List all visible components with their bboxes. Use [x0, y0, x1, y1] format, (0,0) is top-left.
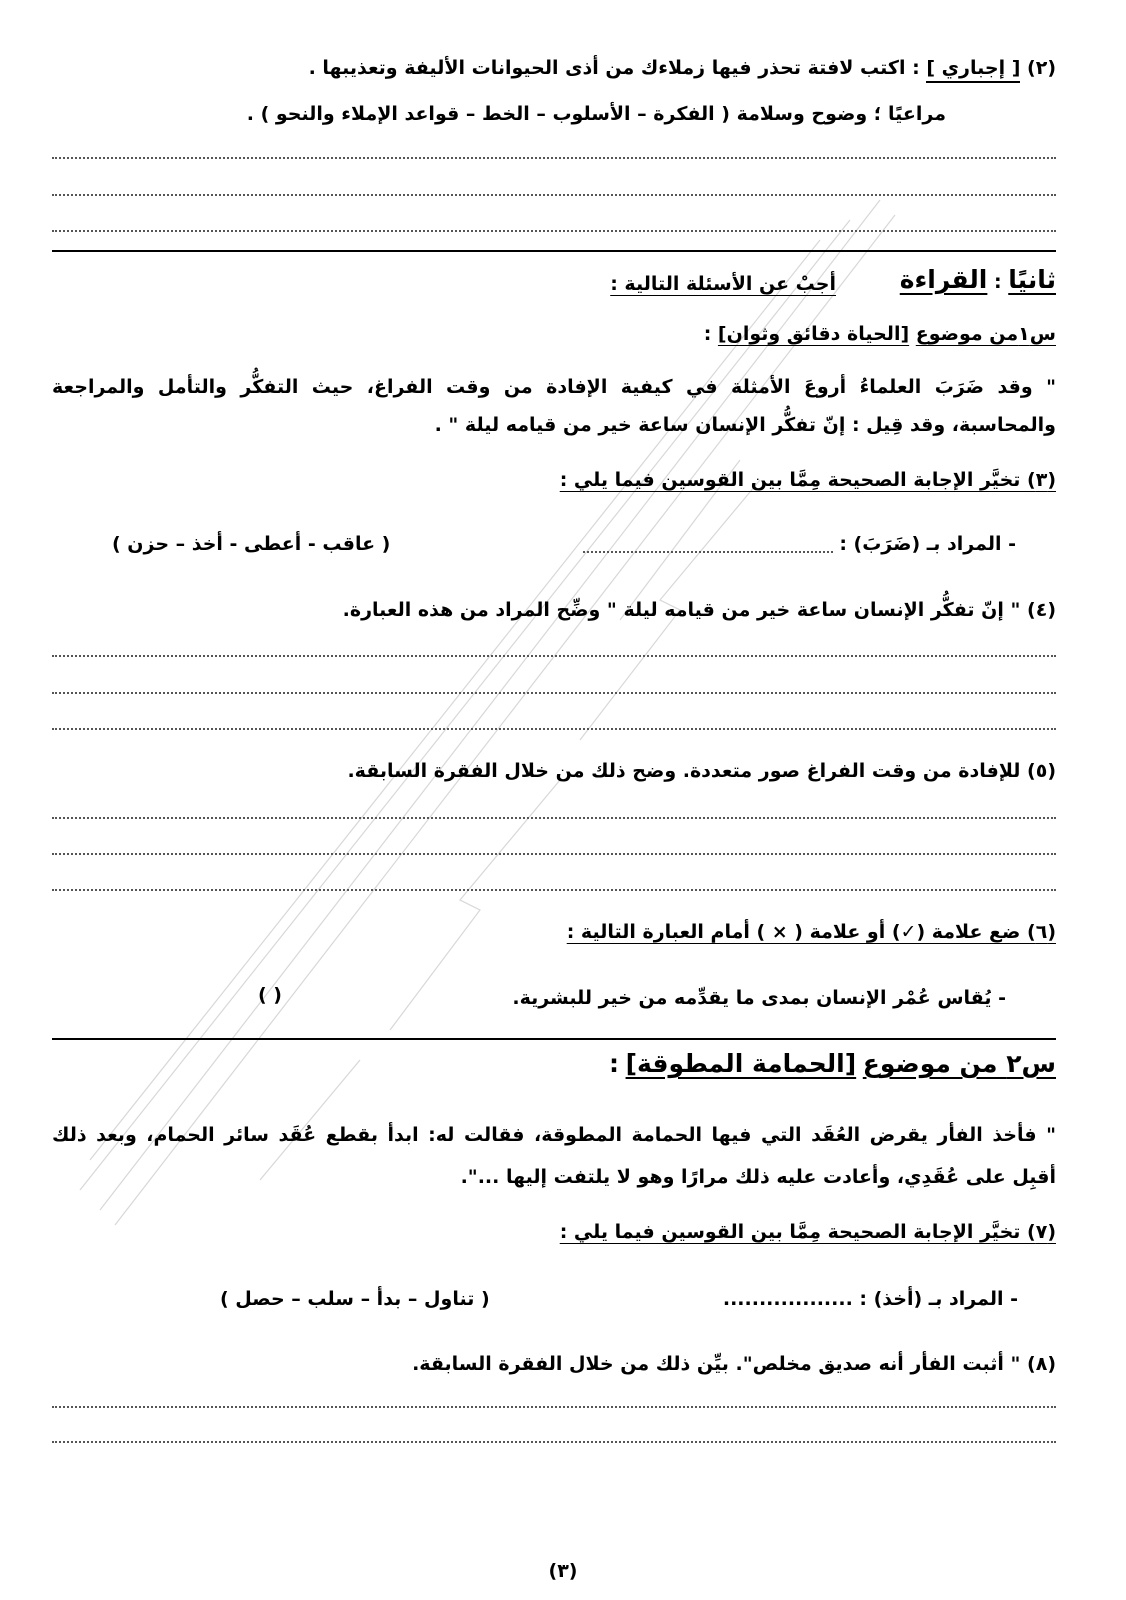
answer-line[interactable] [52, 728, 1056, 730]
answer-line[interactable] [52, 1406, 1056, 1408]
answer-blank[interactable] [583, 537, 833, 553]
section-separator: : [994, 271, 1002, 293]
answer-line[interactable] [52, 157, 1056, 159]
s2-heading-topic: [الحمامة المطوقة] [625, 1049, 857, 1078]
question-text: : اكتب لافتة تحذر فيها زملاءك من أذى الحيوانات الأليفة وتعذيبها . [308, 57, 920, 79]
s2-heading [609, 1050, 1056, 1080]
q6-title: (٦) ضع علامة (✓) أو علامة ( × ) أمام العبارة التالية : [566, 921, 1056, 943]
s1-heading-suffix: : [703, 323, 712, 345]
q7-options: ( تناول – بدأ – سلب – حصل ) [220, 1288, 490, 1310]
reading-instruction: أجبْ عن الأسئلة التالية : [610, 273, 836, 295]
q3-item [583, 530, 1016, 558]
page-number: (٣) [548, 1560, 578, 1582]
reading-section-header [900, 266, 1056, 296]
q3-title: (٣) تخيَّر الإجابة الصحيحة مِمَّا بين القوسين فيما يلي : [559, 469, 1056, 491]
q4-question: (٤) " إنّ تفكُّر الإنسان ساعة خير من قيامه ليلة " وضِّح المراد من هذه العبارة. [342, 599, 1056, 621]
mandatory-tag: [ إجباري ] [926, 57, 1020, 83]
section-name: القراءة [899, 265, 988, 294]
s2-heading-suffix: : [608, 1049, 619, 1078]
answer-line[interactable] [52, 692, 1056, 694]
answer-line[interactable] [52, 889, 1056, 891]
q6-answer-box[interactable]: ( ) [258, 984, 282, 1006]
question-number: (٢) [1027, 57, 1056, 79]
answer-line[interactable] [52, 194, 1056, 196]
answer-line[interactable] [52, 853, 1056, 855]
essay-question-2 [309, 54, 1056, 82]
section-divider [52, 1038, 1056, 1040]
s2-heading-prefix: س٢ من موضوع [862, 1049, 1056, 1078]
s2-passage: " فأخذ الفأر يقرض العُقَد التي فيها الحمامة المطوقة، فقالت له: ابدأ بقطع عُقَد سائر الحمام، وبعد ذلك أقبِل على عُقَدِي، وأعادت عليه ذلك مرارًا وهو لا يلتفت إليها ...". [52, 1124, 1056, 1188]
answer-line[interactable] [52, 817, 1056, 819]
s1-heading-prefix: س١من موضوع [915, 323, 1056, 345]
section-divider [52, 250, 1056, 252]
q7-item: - المراد بـ (أخذ) : .................. [722, 1288, 1018, 1310]
essay-note: مراعيًا ؛ وضوح وسلامة ( الفكرة – الأسلوب – الخط – قواعد الإملاء والنحو ) . [246, 103, 946, 125]
q5-question: (٥) للإفادة من وقت الفراغ صور متعددة. وضح ذلك من خلال الفقرة السابقة. [347, 760, 1056, 782]
s1-heading-topic: [الحياة دقائق وثوان] [717, 323, 910, 345]
answer-line[interactable] [52, 655, 1056, 657]
q8-question: (٨) " أثبت الفأر أنه صديق مخلص". بيِّن ذلك من خلال الفقرة السابقة. [412, 1353, 1056, 1375]
s1-heading [704, 320, 1056, 348]
q6-item: - يُقاس عُمْر الإنسان بمدى ما يقدِّمه من خير للبشرية. [512, 987, 1006, 1009]
answer-line[interactable] [52, 1441, 1056, 1443]
q7-title: (٧) تخيَّر الإجابة الصحيحة مِمَّا بين القوسين فيما يلي : [559, 1221, 1056, 1243]
q3-item-text: - المراد بـ (ضَرَبَ) : [839, 533, 1016, 555]
answer-line[interactable] [52, 230, 1056, 232]
s1-passage: " وقد ضَرَبَ العلماءُ أروعَ الأمثلة في كيفية الإفادة من وقت الفراغ، حيث التفكُّر والتأمل والمراجعة والمحاسبة، وقد قِيل : إنّ تفكُّر الإنسان ساعة خير من قيامه ليلة " . [52, 376, 1056, 436]
section-label: ثانيًا [1008, 265, 1056, 294]
q3-options: ( عاقب - أعطى - أخذ – حزن ) [112, 533, 391, 555]
